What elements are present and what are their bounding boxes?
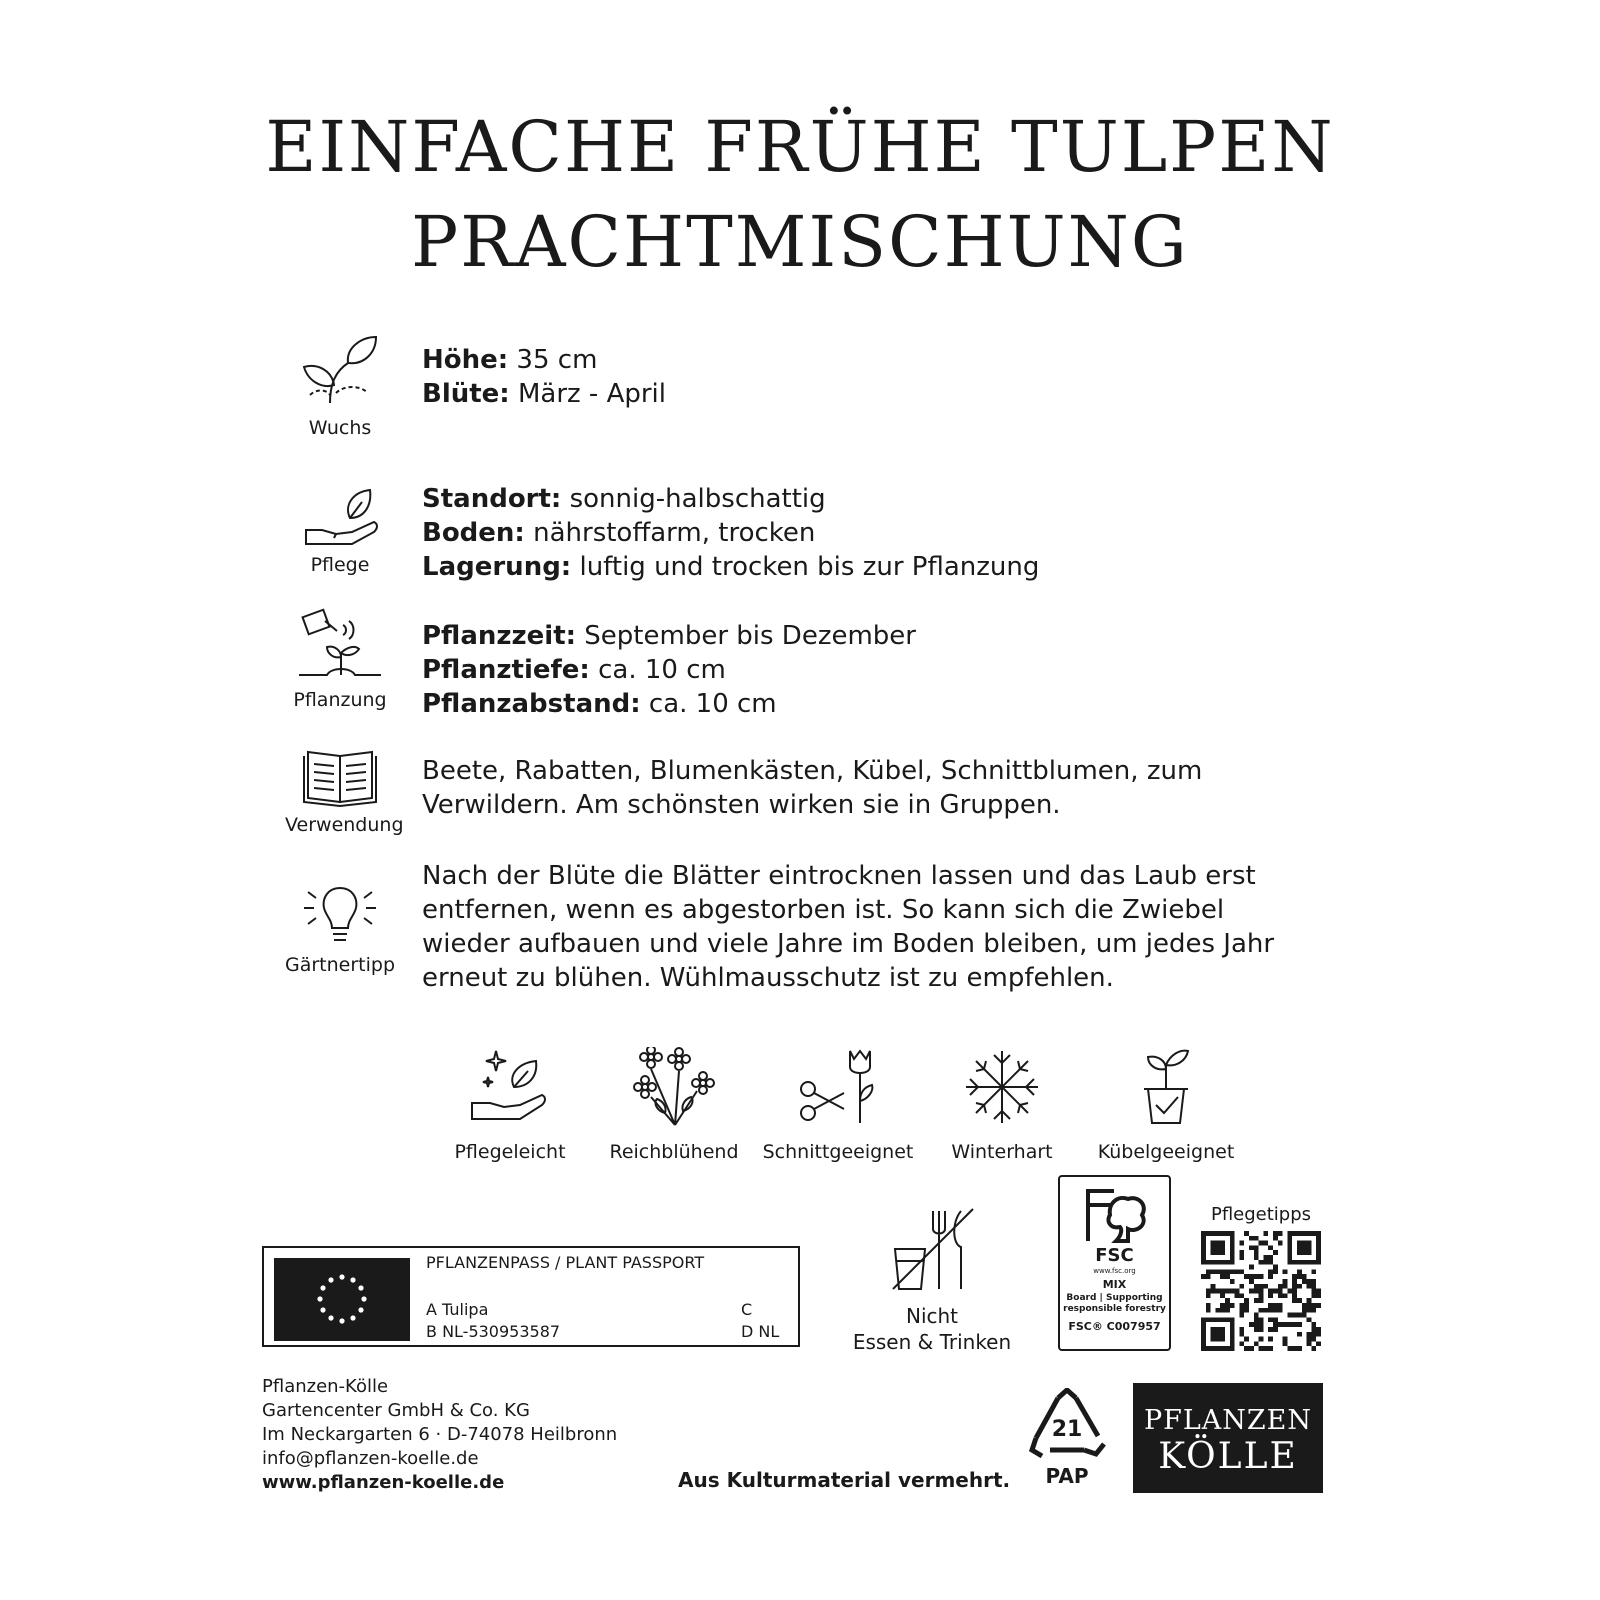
page-title-line1: EINFACHE FRÜHE TULPEN: [265, 106, 1335, 188]
info-line: Beete, Rabatten, Blumenkästen, Kübel, Schnittblumen, zum: [422, 756, 1203, 786]
section-verwendung-info: [422, 754, 1322, 822]
info-line: Verwildern. Am schönsten wirken sie in Gruppen.: [422, 790, 1061, 820]
eu-flag-icon: [274, 1258, 410, 1341]
passport-title: PFLANZENPASS / PLANT PASSPORT: [426, 1253, 705, 1272]
address-line: Im Neckargarten 6 · D-74078 Heilbronn: [262, 1424, 618, 1445]
info-row-pflanztiefe: Pflanztiefe: ca. 10 cm: [422, 655, 726, 685]
info-row-bluete: Blüte: März - April: [422, 379, 667, 409]
section-pflege-icon-block: [285, 488, 395, 576]
section-pflanzung-info: [422, 619, 1322, 721]
info-row-hoehe: Höhe: 35 cm: [422, 345, 598, 375]
info-row-lagerung: Lagerung: luftig und trocken bis zur Pflanzung: [422, 552, 1040, 582]
plant-passport: [262, 1246, 800, 1347]
fsc-claim1: Board | Supporting: [1066, 1293, 1163, 1303]
brand-logo: [1133, 1383, 1323, 1493]
flowers-icon: [631, 1047, 717, 1127]
info-row-boden: Boden: nährstoffarm, trocken: [422, 518, 816, 548]
info-row-pflanzzeit: Pflanzzeit: September bis Dezember: [422, 621, 916, 651]
section-verwendung-label: Verwendung: [285, 814, 404, 836]
section-tipp-info: [422, 859, 1322, 995]
info-line: erneut zu blühen. Wühlmausschutz ist zu empfehlen.: [422, 963, 1114, 993]
passport-b: B NL-530953587: [426, 1322, 561, 1341]
brand-line1: PFLANZEN: [1143, 1405, 1313, 1436]
lightbulb-icon: [300, 882, 380, 950]
feature-pflegeleicht: [430, 1047, 590, 1163]
feature-label: Schnittgeeignet: [762, 1141, 914, 1163]
sprout-icon: [300, 333, 380, 413]
recycling-code: PAP: [1045, 1464, 1089, 1488]
section-pflege-info: [422, 482, 1322, 584]
recycling-mark: [1020, 1388, 1114, 1486]
info-line: wieder aufbauen und viele Jahre im Boden bleiben, um jedes Jahr: [422, 929, 1275, 959]
feature-label: Pflegeleicht: [454, 1141, 566, 1163]
info-row-pflanzabstand: Pflanzabstand: ca. 10 cm: [422, 689, 777, 719]
page-title-line2: PRACHTMISCHUNG: [411, 201, 1189, 283]
address-email[interactable]: info@pflanzen-koelle.de: [262, 1448, 479, 1469]
feature-schnittgeeignet: [758, 1047, 918, 1163]
feature-winterhart: [922, 1047, 1082, 1163]
potted-plant-icon: [1126, 1047, 1206, 1127]
fsc-claim2: responsible forestry: [1063, 1304, 1166, 1314]
fsc-url: www.fsc.org: [1093, 1267, 1136, 1275]
feature-reichbluehend: [594, 1047, 754, 1163]
section-wuchs-info: [422, 343, 1322, 411]
recycling-number: 21: [1051, 1417, 1083, 1442]
watering-can-icon: [297, 607, 383, 685]
fsc-tree-icon: [1080, 1185, 1150, 1247]
feature-kuebelgeeignet: [1086, 1047, 1246, 1163]
qr-block: [1196, 1203, 1326, 1351]
section-wuchs-label: Wuchs: [308, 417, 372, 439]
address-line: Gartencenter GmbH & Co. KG: [262, 1400, 530, 1421]
passport-d: D NL: [741, 1322, 780, 1341]
open-book-icon: [302, 750, 378, 810]
passport-a: A Tulipa: [426, 1300, 489, 1319]
section-pflanzung-label: Pflanzung: [293, 689, 387, 711]
snowflake-icon: [962, 1047, 1042, 1127]
section-wuchs-icon-block: [285, 333, 395, 439]
hand-leaf-sparkle-icon: [470, 1047, 550, 1127]
fsc-mix: MIX: [1102, 1278, 1127, 1291]
qr-label: Pflegetipps: [1210, 1204, 1312, 1225]
fsc-label: [1058, 1175, 1171, 1351]
no-food-drink-icon: [887, 1203, 977, 1293]
feature-label: Kübelgeeignet: [1097, 1141, 1235, 1163]
not-edible-line2: Essen & Trinken: [852, 1330, 1012, 1354]
feature-label: Winterhart: [951, 1141, 1053, 1163]
brand-line2: KÖLLE: [1158, 1436, 1298, 1477]
section-pflege-label: Pflege: [310, 554, 370, 576]
not-edible-block: [852, 1203, 1012, 1355]
qr-code-icon[interactable]: [1201, 1231, 1321, 1351]
address-line: Pflanzen-Kölle: [262, 1376, 389, 1397]
address-website[interactable]: www.pflanzen-koelle.de: [262, 1472, 505, 1493]
feature-label: Reichblühend: [609, 1141, 739, 1163]
company-address: [262, 1375, 617, 1495]
scissors-tulip-icon: [798, 1047, 878, 1127]
hand-leaf-icon: [300, 488, 380, 550]
not-edible-line1: Nicht: [905, 1304, 959, 1328]
section-tipp-icon-block: [285, 882, 395, 976]
fsc-logo-text: FSC: [1095, 1245, 1134, 1266]
propagation-note: Aus Kulturmaterial vermehrt.: [678, 1468, 1011, 1492]
section-verwendung-icon-block: [285, 750, 404, 836]
info-line: entfernen, wenn es abgestorben ist. So kann sich die Zwiebel: [422, 895, 1225, 925]
recycling-arrows-icon: [1020, 1388, 1114, 1472]
section-tipp-label: Gärtnertipp: [285, 954, 396, 976]
passport-c: C: [741, 1300, 753, 1319]
info-row-standort: Standort: sonnig-halbschattig: [422, 484, 826, 514]
section-pflanzung-icon-block: [285, 607, 395, 711]
fsc-code: FSC® C007957: [1068, 1320, 1161, 1333]
info-line: Nach der Blüte die Blätter eintrocknen lassen und das Laub erst: [422, 861, 1256, 891]
